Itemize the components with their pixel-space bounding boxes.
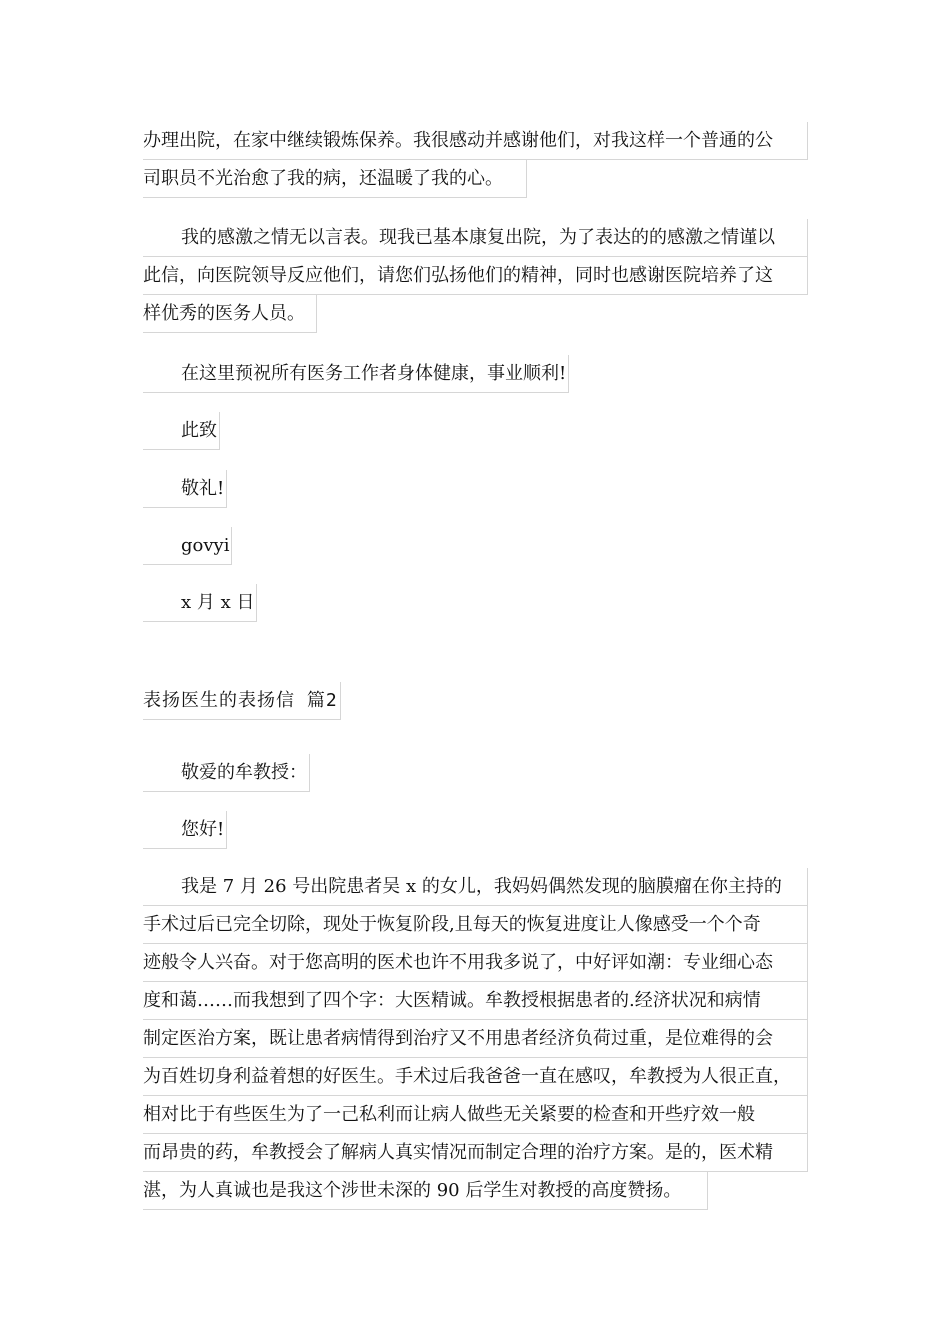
text-line: 为百姓切身利益着想的好医生。手术过后我爸爸一直在感叹，牟教授为人很正直， — [143, 1058, 808, 1096]
text-line: 司职员不光治愈了我的病，还温暖了我的心。 — [143, 160, 527, 198]
text-line: 湛，为人真诚也是我这个涉世未深的 90 后学生对教授的高度赞扬。 — [143, 1172, 708, 1210]
closing-regards — [143, 470, 808, 508]
text-line: 此信，向医院领导反应他们，请您们弘扬他们的精神，同时也感谢医院培养了这 — [143, 257, 808, 295]
text-line: 而昂贵的药，牟教授会了解病人真实情况而制定合理的治疗方案。是的，医术精 — [143, 1134, 808, 1172]
paragraph-letter-body — [143, 868, 808, 1210]
section-heading — [143, 682, 808, 720]
paragraph-gratitude — [143, 122, 808, 198]
text-line: 手术过后已完全切除，现处于恢复阶段,且每天的恢复进度让人像感受一个个奇 — [143, 906, 808, 944]
text-line: 我的感激之情无以言表。现我已基本康复出院，为了表达的的感激之情谨以 — [143, 219, 808, 257]
letter-greeting — [143, 754, 808, 792]
text-line: 办理出院，在家中继续锻炼保养。我很感动并感谢他们，对我这样一个普通的公 — [143, 122, 808, 160]
text-line: 此致 — [143, 412, 220, 450]
text-line: 敬爱的牟教授： — [143, 754, 310, 792]
text-line: 制定医治方案，既让患者病情得到治疗又不用患者经济负荷过重，是位难得的会 — [143, 1020, 808, 1058]
letter-hello — [143, 811, 808, 849]
text-line: 在这里预祝所有医务工作者身体健康，事业顺利! — [143, 355, 569, 393]
text-line: 我是 7 月 26 号出院患者吴 x 的女儿，我妈妈偶然发现的脑膜瘤在你主持的 — [143, 868, 808, 906]
signature — [143, 527, 808, 565]
text-line: govyi — [143, 527, 232, 565]
text-line: x 月 x 日 — [143, 584, 257, 622]
text-line: 相对比于有些医生为了一己私利而让病人做些无关紧要的检查和开些疗效一般 — [143, 1096, 808, 1134]
date-line — [143, 584, 808, 622]
paragraph-thanks — [143, 219, 808, 333]
text-line: 度和蔼……而我想到了四个字：大医精诚。牟教授根据患者的.经济状况和病情 — [143, 982, 808, 1020]
text-line: 样优秀的医务人员。 — [143, 295, 317, 333]
text-line: 敬礼! — [143, 470, 227, 508]
paragraph-wishes — [143, 355, 808, 393]
closing-salutation — [143, 412, 808, 450]
text-line: 您好! — [143, 811, 227, 849]
section-title: 表扬医生的表扬信 篇2 — [143, 682, 341, 720]
text-line: 迹般令人兴奋。对于您高明的医术也许不用我多说了，中好评如潮：专业细心态 — [143, 944, 808, 982]
